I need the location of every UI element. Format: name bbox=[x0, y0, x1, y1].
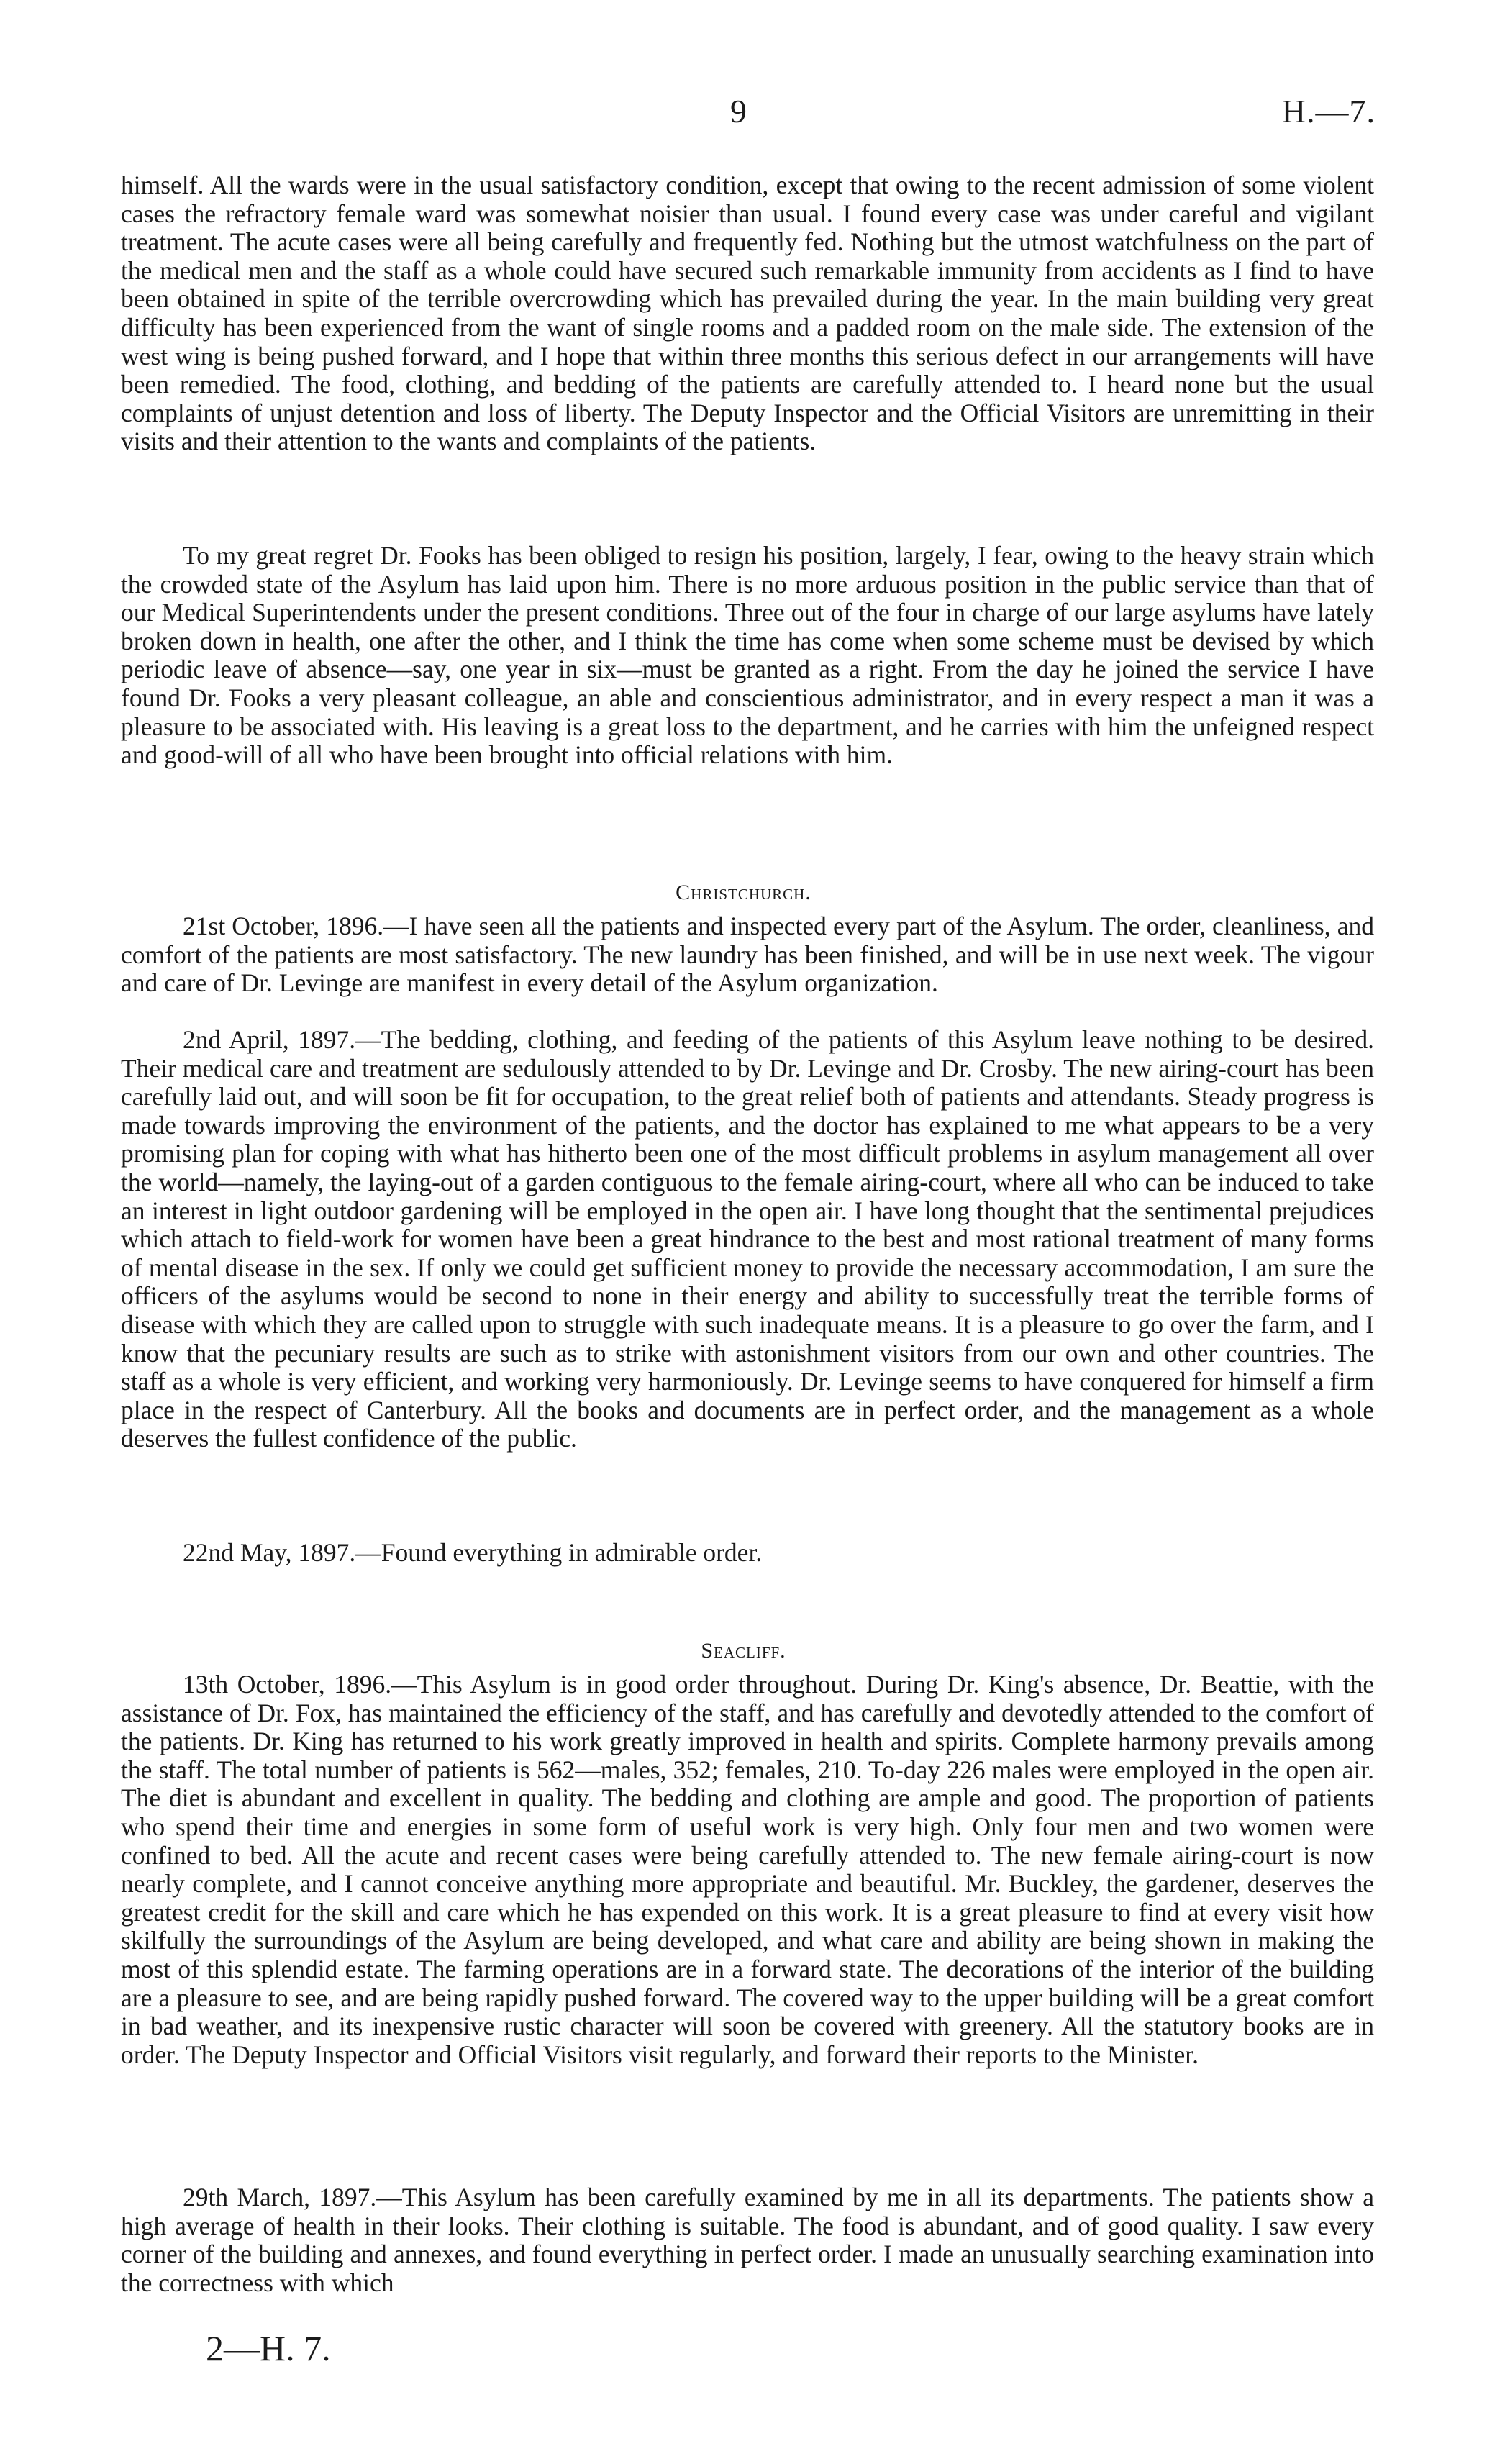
document-code: H.—7. bbox=[1281, 93, 1375, 129]
christchurch-entry-1: 21st October, 1896.—I have seen all the patients and inspected every part of the Asylum. The order, cleanliness, and comfort of the patients are most satisfactory. The new laundry has been finished, and will be in use next week. The vigour and care of Dr. Levinge are manifest in every detail of the Asylum organization. bbox=[121, 912, 1374, 998]
seacliff-entry-2: 29th March, 1897.—This Asylum has been carefully examined by me in all its departments. The patients show a high average of health in their looks. Their clothing is suitable. The food is abundant, and of good quality. I saw every corner of the building and annexes, and found everything in perfect order. I made an unusually searching examination into the correctness with which bbox=[121, 2183, 1374, 2297]
footer-signature: 2—H. 7. bbox=[206, 2328, 331, 2368]
section-heading-seacliff: Seacliff. bbox=[701, 1639, 786, 1663]
seacliff-entry-1: 13th October, 1896.—This Asylum is in good order throughout. During Dr. King's absence, Dr. Beattie, with the assistance of Dr. Fox, has maintained the efficiency of the staff, and has carefully and devotedly attended to the comfort of the patients. Dr. King has returned to his work greatly improved in health and spirits. Complete harmony prevails among the staff. The total number of patients is 562—males, 352; females, 210. To-day 226 males were employed in the open air. The diet is abundant and excellent in quality. The bedding and clothing are ample and good. The proportion of patients who spend their time and energies in some form of useful work is very high. Only four men and two women were confined to bed. All the acute and recent cases were being carefully attended to. The new female airing-court is now nearly complete, and I cannot conceive anything more appropriate and beautiful. Mr. Buckley, the gardener, deserves the greatest credit for the skill and care which he has expended on this work. It is a great pleasure to find at every visit how skilfully the surroundings of the Asylum are being developed, and what care and ability are being shown in making the most of this splendid estate. The farming operations are in a forward state. The decorations of the interior of the building are a pleasure to see, and are being rapidly pushed forward. The covered way to the upper building will be a great comfort in bad weather, and its inexpensive rustic character will soon be covered with greenery. All the statutory books are in order. The Deputy Inspector and Official Visitors visit regularly, and forward their reports to the Minister. bbox=[121, 1670, 1374, 2069]
intro-paragraph-2: To my great regret Dr. Fooks has been obliged to resign his position, largely, I fear, owing to the heavy strain which the crowded state of the Asylum has laid upon him. There is no more arduous position in the public service than that of our Medical Superintendents under the present conditions. Three out of the four in charge of our large asylums have lately broken down in health, one after the other, and I think the time has come when some scheme must be devised by which periodic leave of absence—say, one year in six—must be granted as a right. From the day he joined the service I have found Dr. Fooks a very pleasant colleague, an able and conscientious administrator, and in every respect a man it was a pleasure to be associated with. His leaving is a great loss to the department, and he carries with him the unfeigned respect and good-will of all who have been brought into official relations with him. bbox=[121, 541, 1374, 770]
christchurch-entry-3: 22nd May, 1897.—Found everything in admirable order. bbox=[183, 1538, 763, 1567]
section-heading-christchurch: Christchurch. bbox=[676, 881, 811, 904]
christchurch-entry-2: 2nd April, 1897.—The bedding, clothing, and feeding of the patients of this Asylum leave nothing to be desired. Their medical care and treatment are sedulously attended to by Dr. Levinge and Dr. Crosby. The new airing-court has been carefully laid out, and will soon be fit for occupation, to the great relief both of patients and attendants. Steady progress is made towards improving the environment of the patients, and the doctor has explained to me what appears to be a very promising plan for coping with what has hitherto been one of the most difficult problems in asylum management all over the world—namely, the laying-out of a garden contiguous to the female airing-court, where all who can be induced to take an interest in light outdoor gardening will be employed in the open air. I have long thought that the sentimental prejudices which attach to field-work for women have been a great hindrance to the best and most rational treatment of many forms of mental disease in the sex. If only we could get sufficient money to provide the necessary accommodation, I am sure the officers of the asylums would be second to none in their energy and ability to successfully treat the terrible forms of disease with which they are called upon to struggle with such inadequate means. It is a pleasure to go over the farm, and I know that the pecuniary results are such as to strike with astonishment visitors from our own and other countries. The staff as a whole is very efficient, and working very harmoniously. Dr. Levinge seems to have conquered for himself a firm place in the respect of Canterbury. All the books and documents are in perfect order, and the management as a whole deserves the fullest confidence of the public. bbox=[121, 1025, 1374, 1453]
page-number: 9 bbox=[730, 93, 747, 129]
page-header bbox=[0, 92, 1487, 142]
intro-paragraph-1: himself. All the wards were in the usual satisfactory condition, except that owing to the recent admission of some violent cases the refractory female ward was somewhat noisier than usual. I found every case was under careful and vigilant treatment. The acute cases were all being carefully and frequently fed. Nothing but the utmost watchfulness on the part of the medical men and the staff as a whole could have secured such remarkable immunity from accidents as I find to have been obtained in spite of the terrible overcrowding which has prevailed during the year. In the main building very great difficulty has been experienced from the want of single rooms and a padded room on the male side. The extension of the west wing is being pushed forward, and I hope that within three months this serious defect in our arrangements will have been remedied. The food, clothing, and bedding of the patients are carefully attended to. I heard none but the usual complaints of unjust detention and loss of liberty. The Deputy Inspector and the Official Visitors are unremitting in their visits and their attention to the wants and complaints of the patients. bbox=[121, 171, 1374, 456]
